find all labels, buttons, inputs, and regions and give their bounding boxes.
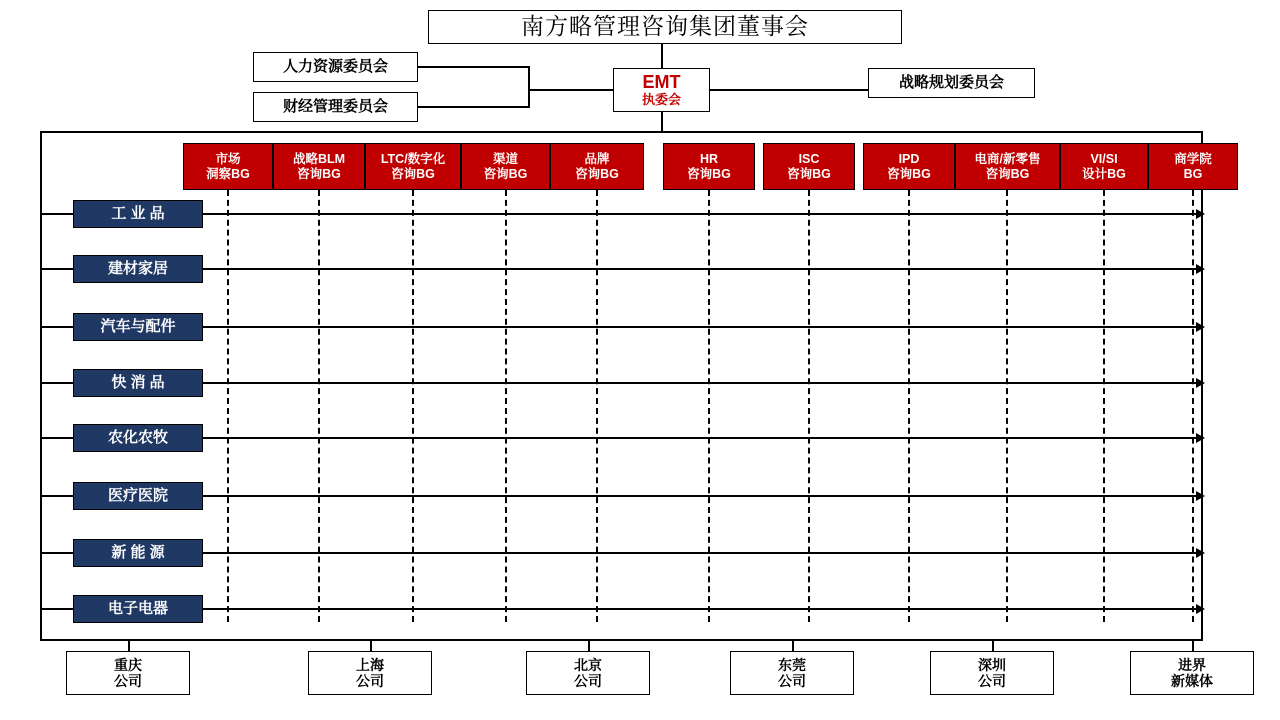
industry-row-arrow-6 (1196, 548, 1205, 558)
company-connector-3 (792, 639, 794, 651)
bg-box-3-line1: 渠道 (492, 152, 518, 167)
bg-dashed-line-10 (1192, 190, 1194, 622)
industry-box-0-label: 工 业 品 (111, 205, 165, 223)
company-box-2-line2: 公司 (574, 673, 602, 689)
industry-row-line-3 (203, 382, 1199, 384)
committee-strategy (868, 68, 1035, 98)
matrix-frame (40, 131, 1203, 641)
bg-box-8-line1: 电商/新零售 (974, 152, 1041, 167)
board-title-text: 南方略管理咨询集团董事会 (521, 13, 809, 39)
industry-left-stub-1 (42, 268, 73, 270)
industry-row-arrow-3 (1196, 378, 1205, 388)
bg-dashed-line-1 (318, 190, 320, 622)
company-connector-0 (128, 639, 130, 651)
bg-dashed-line-2 (412, 190, 414, 622)
company-box-0-line2: 公司 (114, 673, 142, 689)
company-connector-4 (992, 639, 994, 651)
board-to-emt-connector (661, 44, 663, 68)
board-title-box (428, 10, 902, 44)
company-connector-5 (1192, 639, 1194, 651)
industry-row-arrow-1 (1196, 264, 1205, 274)
bg-box-1-line1: 战略BLM (292, 152, 346, 167)
bg-box-9-line1: VI/SI (1090, 152, 1118, 167)
bg-dashed-line-3 (505, 190, 507, 622)
emt-title: EMT (642, 72, 681, 93)
bg-box-6-line2: 咨询BG (787, 166, 831, 181)
bg-box-10-line2: BG (1183, 166, 1203, 181)
company-box-1 (308, 651, 432, 695)
bg-box-0-line1: 市场 (215, 152, 241, 167)
bg-box-9-line2: 设计BG (1082, 166, 1126, 181)
industry-box-5 (73, 482, 203, 510)
bg-box-9 (1060, 143, 1148, 190)
company-box-0-line1: 重庆 (114, 656, 142, 673)
industry-left-stub-7 (42, 608, 73, 610)
bg-box-8 (955, 143, 1060, 190)
bg-box-5-line2: 咨询BG (687, 166, 731, 181)
company-box-3 (730, 651, 854, 695)
committee-finance (253, 92, 418, 122)
bg-box-3-line2: 咨询BG (483, 166, 528, 181)
bg-dashed-line-0 (227, 190, 229, 622)
company-box-4-line2: 公司 (978, 673, 1006, 689)
hr-committee-connector (418, 66, 530, 68)
company-box-3-line1: 东莞 (778, 656, 806, 673)
bg-box-2-line2: 咨询BG (391, 166, 435, 181)
emt-subtitle: 执委会 (641, 91, 681, 107)
industry-left-stub-3 (42, 382, 73, 384)
bg-dashed-line-7 (908, 190, 910, 622)
industry-box-2-label: 汽车与配件 (100, 318, 176, 336)
industry-box-2 (73, 313, 203, 341)
bg-box-2-line1: LTC/数字化 (380, 152, 446, 167)
bg-box-4-line2: 咨询BG (575, 166, 619, 181)
company-connector-1 (370, 639, 372, 651)
committee-hr-label: 人力资源委员会 (282, 58, 388, 76)
left-committee-bracket (528, 66, 530, 108)
bg-box-4 (550, 143, 644, 190)
committee-hr (253, 52, 418, 82)
industry-left-stub-2 (42, 326, 73, 328)
company-box-4-line1: 深圳 (978, 656, 1006, 673)
industry-box-7-label: 电子电器 (107, 600, 168, 618)
industry-box-1 (73, 255, 203, 283)
bg-box-5 (663, 143, 755, 190)
bg-box-1 (273, 143, 365, 190)
industry-box-7 (73, 595, 203, 623)
industry-row-line-5 (203, 495, 1199, 497)
industry-row-line-7 (203, 608, 1199, 610)
industry-row-line-1 (203, 268, 1199, 270)
bg-box-7-line1: IPD (898, 152, 920, 167)
industry-left-stub-5 (42, 495, 73, 497)
committee-strategy-label: 战略规划委员会 (898, 74, 1004, 92)
company-box-5-line1: 进界 (1178, 656, 1206, 673)
bg-box-7 (863, 143, 955, 190)
bg-box-8-line2: 咨询BG (985, 166, 1030, 181)
company-box-2-line1: 北京 (574, 656, 602, 673)
bg-box-10-line1: 商学院 (1174, 152, 1212, 167)
bg-dashed-line-5 (708, 190, 710, 622)
left-bracket-to-emt (528, 89, 613, 91)
industry-box-5-label: 医疗医院 (107, 487, 168, 505)
bg-box-1-line2: 咨询BG (297, 166, 341, 181)
company-box-0 (66, 651, 190, 695)
company-box-5-line2: 新媒体 (1171, 673, 1213, 689)
industry-box-6-label: 新 能 源 (111, 544, 165, 562)
company-box-3-line2: 公司 (778, 673, 806, 689)
bg-box-2 (365, 143, 461, 190)
bg-box-6 (763, 143, 855, 190)
industry-row-arrow-7 (1196, 604, 1205, 614)
company-box-4 (930, 651, 1054, 695)
bg-box-10 (1148, 143, 1238, 190)
bg-dashed-line-8 (1006, 190, 1008, 622)
company-box-2 (526, 651, 650, 695)
industry-row-arrow-2 (1196, 322, 1205, 332)
emt-box (613, 68, 710, 112)
industry-row-arrow-5 (1196, 491, 1205, 501)
company-box-1-line2: 公司 (356, 673, 384, 689)
bg-dashed-line-9 (1103, 190, 1105, 622)
industry-box-3-label: 快 消 品 (111, 374, 165, 392)
company-box-5 (1130, 651, 1254, 695)
industry-box-4-label: 农化农牧 (107, 429, 168, 447)
committee-finance-label: 财经管理委员会 (282, 98, 388, 116)
bg-box-5-line1: HR (699, 152, 719, 167)
finance-committee-connector (418, 106, 530, 108)
industry-box-6 (73, 539, 203, 567)
industry-box-3 (73, 369, 203, 397)
emt-to-frame-connector (661, 112, 663, 133)
industry-left-stub-6 (42, 552, 73, 554)
bg-box-0 (183, 143, 273, 190)
bg-dashed-line-6 (808, 190, 810, 622)
industry-row-arrow-0 (1196, 209, 1205, 219)
industry-left-stub-4 (42, 437, 73, 439)
industry-box-4 (73, 424, 203, 452)
bg-box-6-line1: ISC (798, 152, 820, 167)
industry-row-line-0 (203, 213, 1199, 215)
industry-row-line-2 (203, 326, 1199, 328)
industry-box-1-label: 建材家居 (107, 260, 168, 278)
bg-box-3 (461, 143, 550, 190)
industry-left-stub-0 (42, 213, 73, 215)
bg-box-0-line2: 洞察BG (206, 166, 250, 181)
bg-dashed-line-4 (596, 190, 598, 622)
company-connector-2 (588, 639, 590, 651)
bg-box-4-line1: 品牌 (584, 152, 610, 167)
industry-box-0 (73, 200, 203, 228)
industry-row-line-4 (203, 437, 1199, 439)
strategy-committee-connector (710, 89, 868, 91)
bg-box-7-line2: 咨询BG (887, 166, 931, 181)
company-box-1-line1: 上海 (356, 656, 384, 673)
industry-row-line-6 (203, 552, 1199, 554)
industry-row-arrow-4 (1196, 433, 1205, 443)
